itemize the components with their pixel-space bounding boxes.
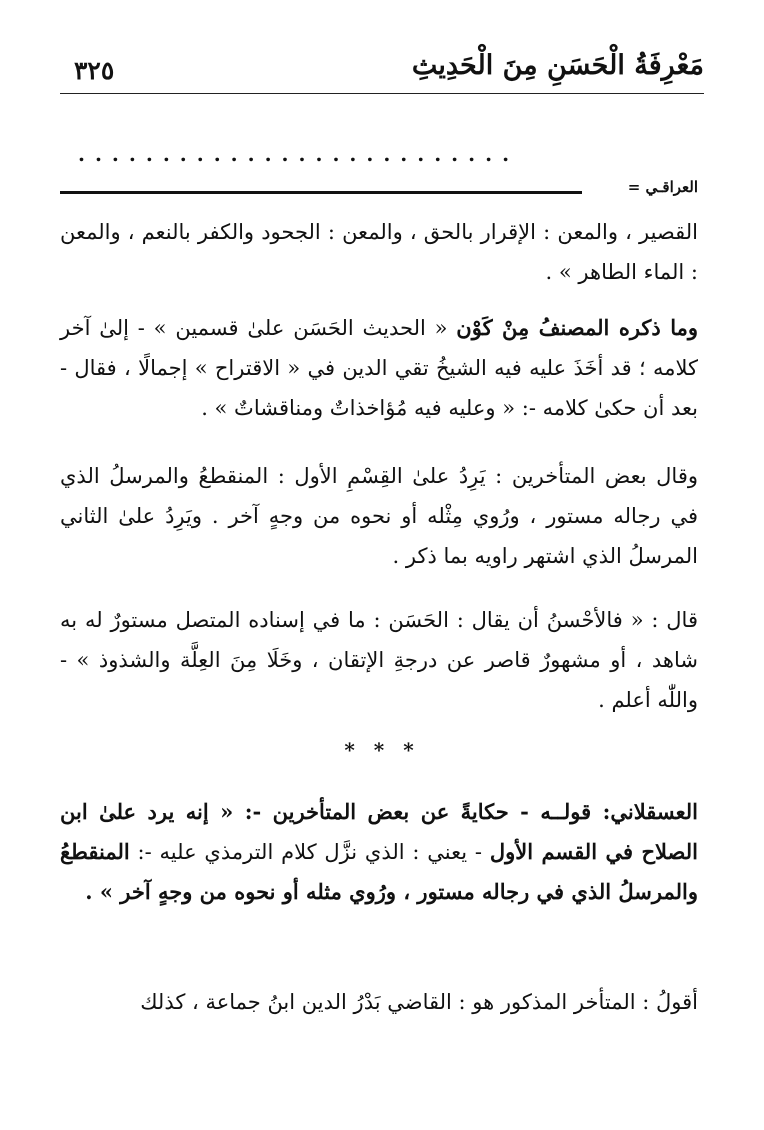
section-heading-row [60,178,698,208]
paragraph-5-quote-end: المنقطعُ والمرسلُ الذي في رجاله مستور ، ورُوي مثله أو نحوه من وجهٍ آخر » . [60,839,698,904]
dotted-separator: .......................... [78,142,520,162]
paragraph-5-quote-start: - حكايةً عن بعض المتأخرين -: « إنه يرد علىٰ ابن الصلاح في القسم الأول [60,799,698,864]
section-label-iraqi: العراقـي = [627,178,698,196]
page-number: ٣٢٥ [74,56,115,85]
paragraph-1: القصير ، والمعن : الإقرار بالحق ، والمعن : الجحود والكفر بالنعم ، والمعن : الماء الطاهر » . [60,220,698,284]
paragraph-5-gloss: - يعني : الذي نزَّل كلام الترمذي عليه -: [129,840,490,864]
page-header [60,48,704,94]
paragraph-2-text: « الحديث الحَسَن علىٰ قسمين » - إلىٰ آخر كلامه ؛ قد أخَذَ عليه فيه الشيخُ تقي الدين في « الاقتراح » إجمالًا ، فقال - بعد أن حكىٰ كلامه -: « وعليه فيه مُؤاخذاتٌ ومناقشاتٌ » . [60,316,698,420]
paragraph-2-lead: وما ذكره المصنفُ مِنْ كَوْن [456,315,698,340]
running-title: مَعْرِفَةُ الْحَسَنِ مِنَ الْحَدِيثِ [411,50,704,81]
paragraph-5 [60,792,698,912]
section-rule [60,191,582,194]
paragraph-4: قال : « فالأحْسنُ أن يقال : الحَسَن : ما في إسناده المتصل مستورٌ له به شاهد ، أو مشهورٌ قاصر عن درجةِ الإتقان ، وخَلَا مِنَ العِلَّة والشذوذ » - واللّٰه أعلم . [60,608,698,712]
paragraph-5-label: العسقلاني: قولــه [540,799,698,824]
paragraph-6: أقولُ : المتأخر المذكور هو : القاضي بَدْرُ الدين ابنُ جماعة ، كذلك [140,990,698,1014]
header-rule [60,93,704,94]
section-separator: * * * [344,738,420,762]
paragraph-2 [60,308,698,428]
paragraph-3: وقال بعض المتأخرين : يَرِدُ علىٰ القِسْمِ الأول : المنقطعُ والمرسلُ الذي في رجاله مستور ، ورُوي مِثْله أو نحوه من وجهٍ آخر . ويَرِدُ علىٰ الثاني المرسلُ الذي اشتهر راويه بما ذكر . [60,464,698,568]
